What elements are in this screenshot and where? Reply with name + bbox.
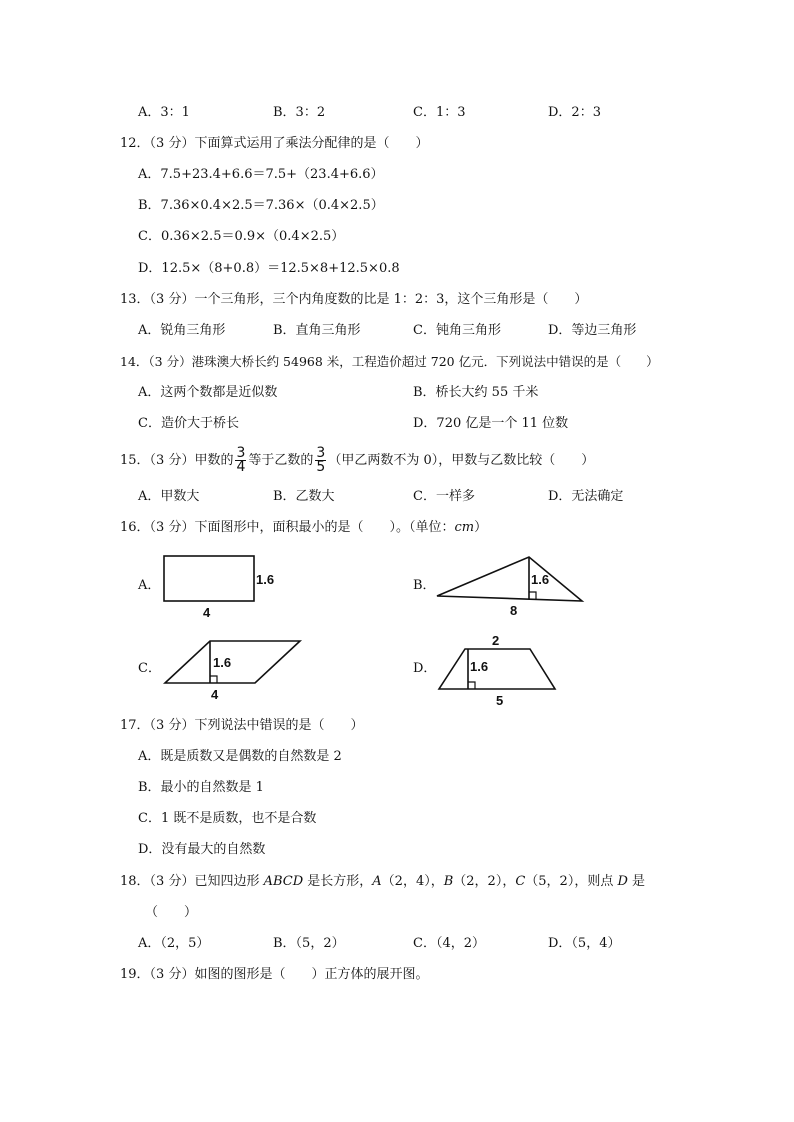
q15-option-b[interactable]: B．乙数大 (273, 489, 335, 504)
q17-option-a[interactable]: A．既是质数又是偶数的自然数是 2 (138, 749, 342, 764)
trapezoid-shape (439, 649, 555, 689)
q15-frac1-denominator: 4 (236, 459, 246, 475)
q16-stem-part-b: ） (474, 520, 488, 535)
q15-fraction-1 (235, 447, 246, 474)
right-angle-mark (468, 682, 475, 689)
q18-point-b-coord: （2，2）， (453, 874, 516, 889)
q16-option-b-label[interactable]: B． (413, 578, 436, 593)
q16-figure-b-triangle[interactable] (430, 552, 590, 624)
q16-option-c-label[interactable]: C． (138, 661, 161, 676)
parallelogram-height-label: 1.6 (213, 655, 232, 670)
q15-frac2-denominator: 5 (316, 459, 326, 475)
parallelogram-base-label: 4 (211, 687, 219, 702)
q18-option-b[interactable]: B．（5，2） (273, 936, 345, 951)
q14-option-a[interactable]: A．这两个数都是近似数 (138, 385, 278, 400)
q13-option-c[interactable]: C．钝角三角形 (413, 323, 501, 338)
right-angle-mark (210, 676, 217, 683)
q18-option-a[interactable]: A．（2，5） (138, 936, 210, 951)
q11-option-c[interactable]: C．1：3 (413, 105, 466, 120)
rectangle-base-label: 4 (203, 605, 211, 620)
q18-option-c[interactable]: C．（4，2） (413, 936, 485, 951)
q16-figure-c-parallelogram[interactable] (155, 636, 305, 706)
q18-point-a: A (372, 874, 382, 889)
trapezoid-top-label: 2 (492, 633, 500, 648)
q15-option-d[interactable]: D．无法确定 (548, 489, 624, 504)
q13-option-a[interactable]: A．锐角三角形 (138, 323, 226, 338)
q15-option-a[interactable]: A．甲数大 (138, 489, 200, 504)
q16-option-a-label[interactable]: A． (138, 578, 161, 593)
q14-stem: 14．（3 分）港珠澳大桥长约 54968 米，工程造价超过 720 亿元．下列说法中错误的是（ ） (120, 354, 659, 369)
q15-stem-part-c: （甲乙两数不为 0），甲数与乙数比较（ ） (328, 453, 595, 468)
q13-option-d[interactable]: D．等边三角形 (548, 323, 637, 338)
q18-stem-part-a: 18．（3 分）已知四边形 (120, 874, 264, 889)
q12-option-d[interactable]: D．12.5×（8+0.8）＝12.5×8+12.5×0.8 (138, 261, 400, 276)
q15-frac2-numerator: 3 (316, 445, 326, 461)
q13-option-b[interactable]: B．直角三角形 (273, 323, 361, 338)
trapezoid-height-label: 1.6 (470, 659, 489, 674)
q16-stem (120, 519, 487, 537)
q15-stem-part-a: 15．（3 分）甲数的 (120, 453, 234, 468)
q17-option-c[interactable]: C．1 既不是质数，也不是合数 (138, 811, 317, 826)
q18-answer-blank: （ ） (145, 905, 198, 920)
q19-stem: 19．（3 分）如图的图形是（ ）正方体的展开图。 (120, 967, 429, 982)
q18-option-d[interactable]: D．（5，4） (548, 936, 621, 951)
q12-stem: 12．（3 分）下面算式运用了乘法分配律的是（ ） (120, 136, 429, 151)
right-angle-mark (529, 592, 536, 599)
q15-frac1-numerator: 3 (236, 445, 246, 461)
q11-option-b[interactable]: B．3：2 (273, 105, 326, 120)
q18-point-c: C (515, 874, 526, 889)
q16-option-d-label[interactable]: D． (413, 661, 437, 676)
q17-option-d[interactable]: D．没有最大的自然数 (138, 842, 266, 857)
q16-unit: cm (454, 520, 475, 535)
q18-stem-part-b: 是长方形， (303, 874, 373, 889)
q18-point-c-coord: （5，2），则点 (525, 874, 618, 889)
q16-figure-a-rectangle[interactable] (155, 552, 285, 624)
q14-option-c[interactable]: C．造价大于桥长 (138, 416, 239, 431)
rectangle-shape (164, 556, 254, 601)
q15-stem-part-b: 等于乙数的 (248, 453, 314, 468)
q18-point-d: D (617, 874, 628, 889)
triangle-shape (437, 557, 582, 601)
q12-option-a[interactable]: A．7.5+23.4+6.6＝7.5+（23.4+6.6） (138, 167, 384, 182)
q15-fraction-2 (315, 447, 326, 474)
trapezoid-base-label: 5 (496, 693, 504, 708)
q12-option-b[interactable]: B．7.36×0.4×2.5＝7.36×（0.4×2.5） (138, 198, 384, 213)
q18-abcd: ABCD (263, 874, 304, 889)
triangle-base-label: 8 (510, 603, 518, 618)
q14-option-d[interactable]: D．720 亿是一个 11 位数 (413, 416, 569, 431)
q12-option-c[interactable]: C．0.36×2.5＝0.9×（0.4×2.5） (138, 229, 345, 244)
q17-stem: 17．（3 分）下列说法中错误的是（ ） (120, 718, 364, 733)
q18-point-a-coord: （2，4）， (381, 874, 444, 889)
q15-option-c[interactable]: C．一样多 (413, 489, 475, 504)
parallelogram-shape (165, 641, 300, 683)
q11-option-d[interactable]: D．2：3 (548, 105, 601, 120)
q18-stem (120, 873, 645, 891)
q14-option-b[interactable]: B．桥长大约 55 千米 (413, 385, 539, 400)
q13-stem: 13．（3 分）一个三角形，三个内角度数的比是 1：2：3，这个三角形是（ ） (120, 292, 588, 307)
q18-stem-part-c: 是 (627, 874, 646, 889)
q16-stem-part-a: 16．（3 分）下面图形中，面积最小的是（ ）。（单位： (120, 520, 455, 535)
triangle-height-label: 1.6 (531, 572, 550, 587)
q16-figure-d-trapezoid[interactable] (430, 630, 560, 710)
q11-option-a[interactable]: A．3：1 (138, 105, 190, 120)
q18-point-b: B (443, 874, 454, 889)
rectangle-height-label: 1.6 (256, 572, 275, 587)
q15-stem (120, 446, 594, 476)
q17-option-b[interactable]: B．最小的自然数是 1 (138, 780, 264, 795)
